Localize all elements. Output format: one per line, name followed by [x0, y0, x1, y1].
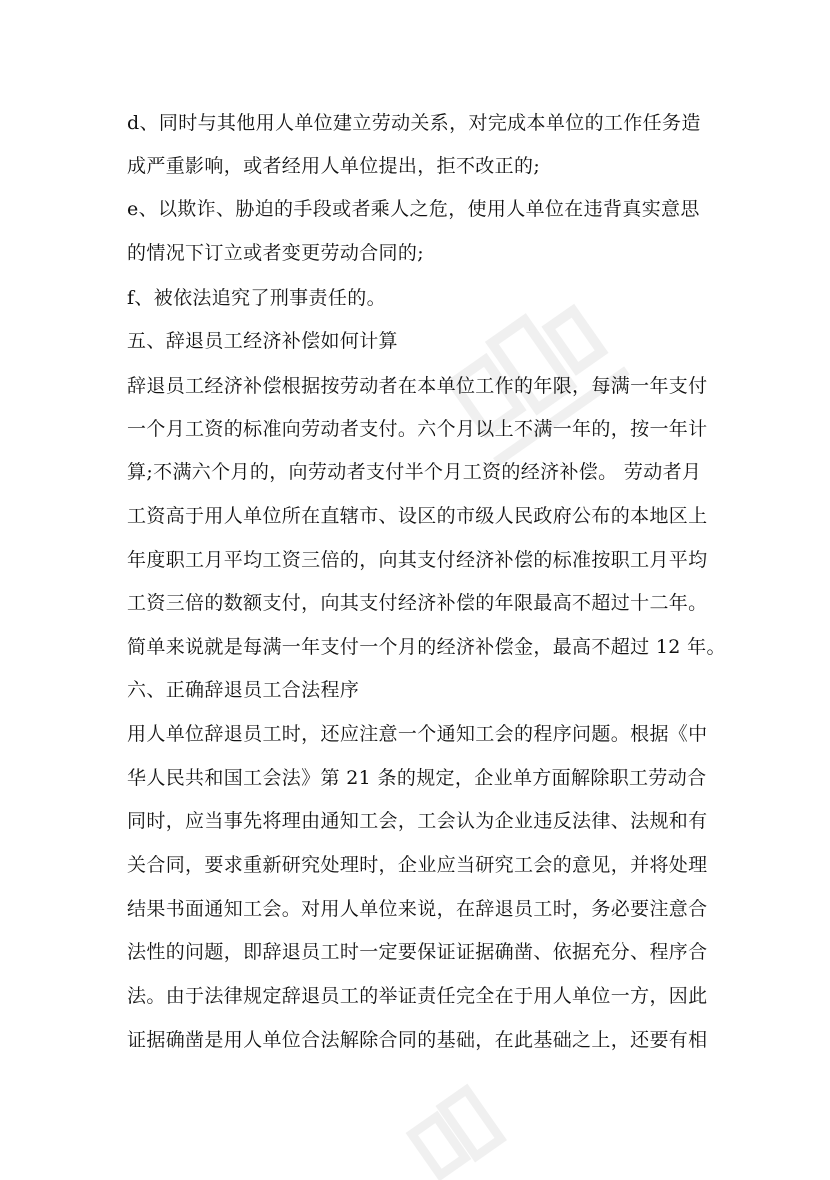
- text-line: 辞退员工经济补偿根据按劳动者在本单位工作的年限，每满一年支付: [127, 375, 708, 397]
- text-line: 结果书面通知工会。对用人单位来说，在辞退员工时，务必要注意合: [127, 898, 708, 920]
- watermark-logo-bottom: [400, 1080, 540, 1180]
- text-line-f: f、被依法追究了刑事责任的。: [127, 287, 386, 309]
- text-line: 一个月工资的标准向劳动者支付。六个月以上不满一年的，按一年计: [127, 418, 708, 440]
- text-line: 关合同，要求重新研究处理时，企业应当研究工会的意见，并将处理: [127, 854, 708, 876]
- text-line: 华人民共和国工会法》第 21 条的规定，企业单方面解除职工劳动合: [127, 767, 707, 789]
- watermark-logo-bottom-icon: [400, 1080, 540, 1180]
- text-line-e: e、以欺诈、胁迫的手段或者乘人之危，使用人单位在违背真实意思: [127, 198, 700, 220]
- text-line: 工资高于用人单位所在直辖市、设区的市级人民政府公布的本地区上: [127, 505, 708, 527]
- text-line-d: d、同时与其他用人单位建立劳动关系，对完成本单位的工作任务造: [127, 112, 701, 134]
- text-line: 证据确凿是用人单位合法解除合同的基础，在此基础之上，还要有相: [127, 1029, 708, 1051]
- text-line: 用人单位辞退员工时，还应注意一个通知工会的程序问题。根据《中: [127, 723, 708, 745]
- text-line: 的情况下订立或者变更劳动合同的;: [127, 242, 425, 264]
- text-line: 法。由于法律规定辞退员工的举证责任完全在于用人单位一方，因此: [127, 985, 708, 1007]
- text-line: 成严重影响，或者经用人单位提出，拒不改正的;: [127, 155, 541, 177]
- text-line: 简单来说就是每满一年支付一个月的经济补偿金，最高不超过 12 年。: [127, 636, 726, 658]
- text-line: 算;不满六个月的，向劳动者支付半个月工资的经济补偿。 劳动者月: [127, 461, 702, 483]
- text-line: 法性的问题，即辞退员工时一定要保证证据确凿、依据充分、程序合: [127, 941, 708, 963]
- text-line: 工资三倍的数额支付，向其支付经济补偿的年限最高不超过十二年。: [127, 592, 708, 614]
- text-line: 同时，应当事先将理由通知工会，工会认为企业违反法律、法规和有: [127, 810, 708, 832]
- text-line: 年度职工月平均工资三倍的，向其支付经济补偿的标准按职工月平均: [127, 549, 708, 571]
- section-heading-5: 五、辞退员工经济补偿如何计算: [127, 330, 398, 352]
- section-heading-6: 六、正确辞退员工合法程序: [127, 679, 360, 701]
